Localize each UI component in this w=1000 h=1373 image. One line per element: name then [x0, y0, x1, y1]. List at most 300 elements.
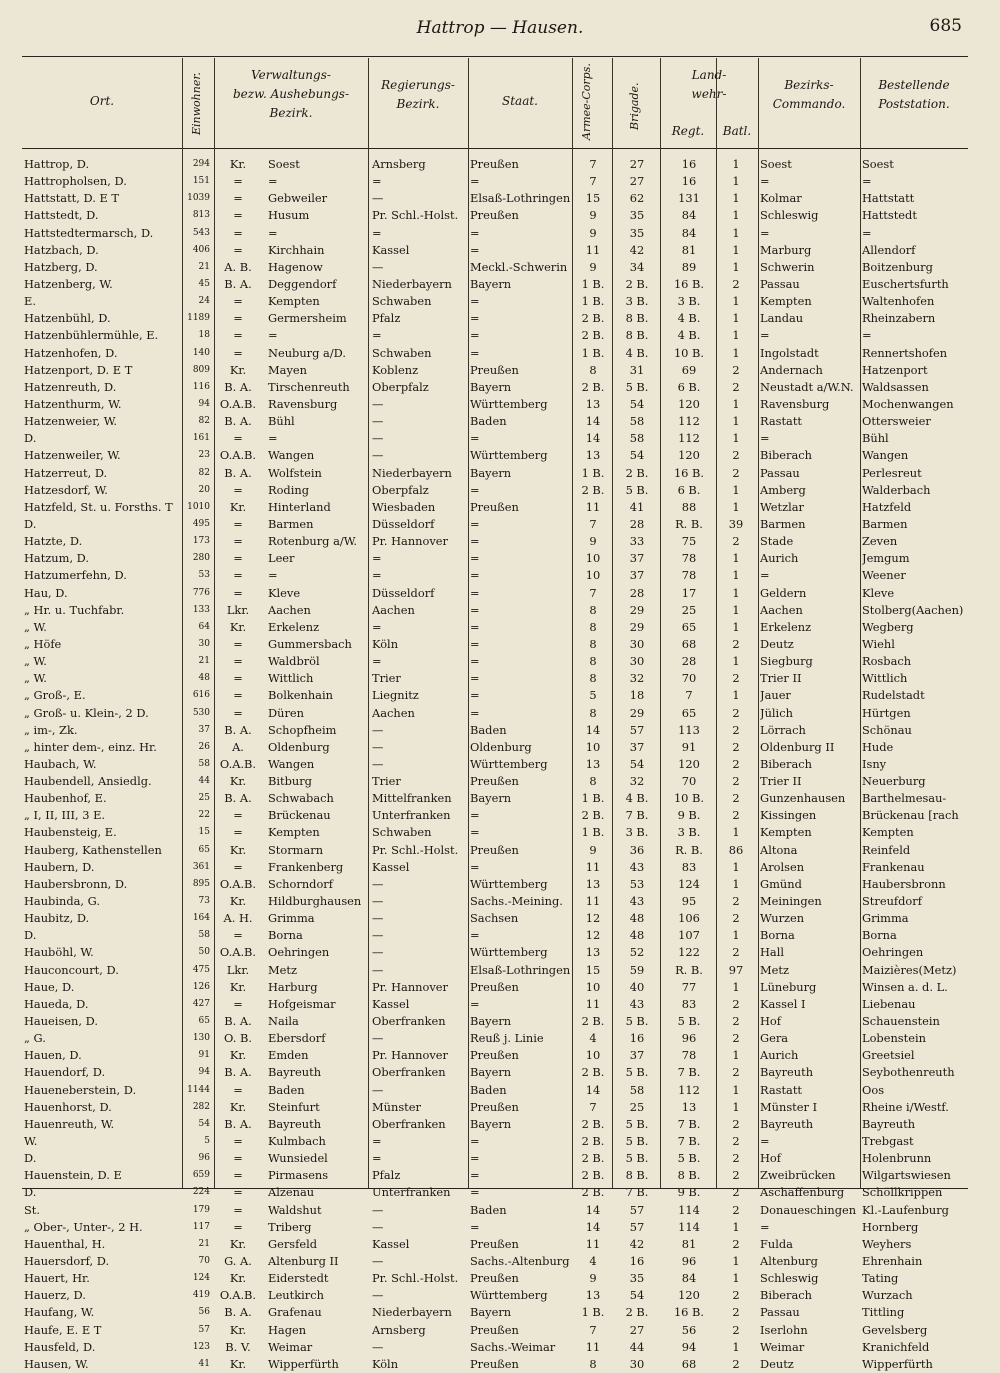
government-district: Unterfranken: [372, 808, 451, 823]
table-row: [22, 310, 968, 327]
brigade: 58: [629, 431, 645, 446]
post-station: Rheinzabern: [862, 311, 936, 326]
landwehr-battalion: 2: [732, 911, 740, 926]
landwehr-battalion: 1: [732, 208, 740, 223]
district-command: Jülich: [760, 705, 793, 720]
header-regt: Regt.: [671, 124, 705, 138]
landwehr-regiment: 91: [681, 739, 697, 754]
table-row: [22, 516, 968, 533]
district-name: =: [268, 328, 278, 343]
landwehr-regiment: 96: [681, 1254, 697, 1268]
population: 57: [198, 1324, 210, 1335]
army-corps: 2 B.: [581, 328, 605, 343]
landwehr-battalion: 1: [732, 242, 740, 257]
state: =: [470, 859, 480, 874]
army-corps: 11: [585, 1339, 601, 1354]
district-type: O.A.B.: [219, 756, 257, 771]
population: 21: [198, 261, 210, 272]
landwehr-regiment: 95: [681, 894, 697, 909]
government-district: Oberpfalz: [372, 482, 429, 497]
place-name: Haueda, D.: [24, 996, 89, 1011]
header-bezirks-commando: Bezirks- Commando.: [772, 78, 846, 111]
government-district: Pfalz: [372, 1168, 401, 1183]
district-command: Donaueschingen: [760, 1202, 857, 1217]
place-name: Haueisen, D.: [24, 1014, 98, 1029]
post-station: Trebgast: [862, 1134, 914, 1149]
government-district: Kassel: [372, 1236, 410, 1251]
state: Bayern: [470, 1065, 512, 1080]
army-corps: 2 B.: [581, 1134, 605, 1149]
population: 809: [192, 364, 210, 375]
post-station: Tittling: [862, 1305, 905, 1320]
landwehr-regiment: 78: [681, 551, 697, 566]
post-station: Hude: [862, 739, 894, 754]
table-row: [22, 756, 968, 773]
landwehr-regiment: 83: [681, 996, 697, 1011]
table-row: [22, 327, 968, 344]
table-row: [22, 276, 968, 293]
army-corps: 14: [585, 1202, 601, 1217]
post-station: Stolberg(Aachen): [862, 602, 964, 617]
army-corps: 14: [585, 414, 601, 429]
brigade: 29: [629, 705, 645, 720]
government-district: Liegnitz: [372, 688, 419, 703]
state: Bayern: [470, 791, 512, 806]
government-district: Düsseldorf: [372, 585, 435, 600]
district-type: =: [233, 1185, 243, 1200]
post-station: Rosbach: [862, 654, 912, 669]
district-type: =: [233, 516, 243, 531]
district-command: Aschaffenburg: [760, 1185, 845, 1200]
brigade: 5 B.: [625, 1134, 649, 1149]
post-station: Rennertshofen: [862, 345, 948, 360]
brigade: 54: [629, 1288, 645, 1303]
state: Preußen: [470, 157, 519, 171]
post-station: Wegberg: [862, 619, 914, 634]
header-poststation: Bestellende Poststation.: [878, 78, 950, 111]
place-name: Hatzumerfehn, D.: [24, 568, 127, 583]
district-name: Soest: [268, 157, 300, 171]
district-name: Kulmbach: [268, 1134, 326, 1149]
landwehr-regiment: 28: [681, 654, 697, 669]
place-name: Haubensteig, E.: [24, 825, 117, 840]
army-corps: 1 B.: [581, 465, 605, 480]
government-district: Düsseldorf: [372, 516, 435, 531]
state: =: [470, 225, 480, 240]
landwehr-regiment: 124: [678, 876, 700, 891]
brigade: 5 B.: [625, 1116, 649, 1131]
district-name: Gersfeld: [268, 1236, 318, 1251]
district-type: =: [233, 482, 243, 497]
district-command: Fulda: [760, 1236, 793, 1251]
table-row: [22, 550, 968, 567]
district-command: =: [760, 431, 770, 446]
district-type: B. V.: [225, 1339, 251, 1354]
district-type: =: [233, 859, 243, 874]
state: =: [470, 431, 480, 446]
population: 37: [198, 724, 210, 735]
army-corps: 9: [589, 1271, 597, 1286]
district-name: Bolkenhain: [268, 688, 333, 703]
landwehr-battalion: 1: [732, 345, 740, 360]
district-type: =: [233, 1168, 243, 1183]
place-name: E.: [24, 294, 36, 309]
header-ort: Ort.: [89, 94, 115, 108]
landwehr-regiment: 112: [678, 414, 700, 429]
population: 65: [198, 844, 210, 855]
brigade: 7 B.: [625, 1185, 649, 1200]
district-name: Brückenau: [268, 808, 331, 823]
place-name: Hatzenweiler, W.: [24, 448, 121, 463]
district-command: Borna: [760, 928, 795, 943]
population: 294: [192, 159, 210, 169]
table-row: [22, 413, 968, 430]
army-corps: 8: [589, 1356, 597, 1371]
landwehr-regiment: 78: [681, 1048, 697, 1063]
district-name: Ravensburg: [268, 396, 338, 411]
army-corps: 12: [585, 928, 601, 943]
government-district: Kassel: [372, 242, 410, 257]
district-command: Neustadt a/W.N.: [760, 379, 854, 394]
state: Elsaß-Lothringen: [470, 962, 571, 977]
table-row: [22, 1304, 968, 1321]
post-station: Euschertsfurth: [862, 276, 949, 291]
district-type: Kr.: [229, 362, 247, 377]
state: Bayern: [470, 465, 512, 480]
post-station: Barmen: [862, 516, 908, 531]
place-name: Hatzenport, D. E T: [24, 362, 133, 377]
landwehr-battalion: 1: [732, 859, 740, 874]
post-station: Mochenwangen: [862, 396, 954, 411]
district-name: Wolfstein: [268, 465, 322, 480]
place-name: Hatzberg, D.: [24, 259, 98, 274]
state: =: [470, 345, 480, 360]
government-district: Schwaben: [372, 825, 432, 840]
landwehr-regiment: 16: [681, 157, 697, 171]
place-name: „ Groß- u. Klein-, 2 D.: [24, 705, 149, 720]
landwehr-battalion: 1: [732, 1219, 740, 1234]
landwehr-regiment: 5 B.: [677, 1151, 701, 1166]
post-station: Wilgartswiesen: [862, 1168, 951, 1183]
landwehr-regiment: 7 B.: [677, 1116, 701, 1131]
place-name: Hatzum, D.: [24, 551, 90, 566]
district-name: Husum: [268, 208, 310, 223]
district-type: =: [233, 671, 243, 686]
landwehr-battalion: 2: [732, 722, 740, 737]
table-row: [22, 962, 968, 979]
landwehr-battalion: 2: [732, 636, 740, 651]
state: Bayern: [470, 379, 512, 394]
population: 22: [198, 810, 210, 821]
army-corps: 13: [585, 876, 601, 891]
army-corps: 1 B.: [581, 294, 605, 309]
government-district: —: [372, 259, 384, 274]
table-row: [22, 190, 968, 207]
landwehr-battalion: 1: [732, 174, 740, 189]
table-bottom-rule: [22, 1188, 968, 1189]
army-corps: 10: [585, 568, 601, 583]
district-name: Frankenberg: [268, 859, 344, 874]
district-command: Rastatt: [760, 414, 802, 429]
post-station: Wipperfürth: [862, 1356, 933, 1371]
table-row: [22, 1150, 968, 1167]
brigade: 16: [629, 1254, 645, 1268]
district-command: Münster I: [760, 1099, 818, 1114]
table-row: [22, 1167, 968, 1184]
landwehr-battalion: 1: [732, 619, 740, 634]
post-station: Waltenhofen: [862, 294, 935, 309]
brigade: 27: [629, 1322, 645, 1337]
landwehr-regiment: 6 B.: [677, 379, 701, 394]
population: 96: [198, 1153, 210, 1164]
state: =: [470, 1151, 480, 1166]
district-name: Pirmasens: [268, 1168, 329, 1183]
district-command: Biberach: [760, 448, 812, 463]
table-row: [22, 156, 968, 173]
brigade: 30: [629, 654, 645, 669]
government-district: Pr. Schl.-Holst.: [372, 842, 459, 857]
district-command: =: [760, 1219, 770, 1234]
brigade: 27: [629, 157, 645, 171]
army-corps: 1 B.: [581, 1305, 605, 1320]
brigade: 8 B.: [625, 328, 649, 343]
army-corps: 4: [589, 1031, 597, 1046]
population: 18: [198, 330, 210, 341]
state: =: [470, 996, 480, 1011]
brigade: 3 B.: [625, 294, 649, 309]
district-type: O. B.: [224, 1031, 252, 1046]
post-station: Neuerburg: [862, 774, 926, 789]
post-station: Reinfeld: [862, 842, 911, 857]
district-name: Triberg: [268, 1219, 312, 1234]
landwehr-battalion: 2: [732, 1168, 740, 1183]
state: Bayern: [470, 1116, 512, 1131]
district-type: O.A.B.: [219, 876, 257, 891]
landwehr-battalion: 1: [732, 294, 740, 309]
district-name: Weimar: [268, 1339, 313, 1354]
landwehr-regiment: 81: [681, 242, 697, 257]
district-type: B. A.: [224, 722, 252, 737]
table-row: [22, 1219, 968, 1236]
district-name: Baden: [268, 1082, 305, 1097]
table-row: [22, 807, 968, 824]
state: Preußen: [470, 499, 519, 514]
state: =: [470, 1134, 480, 1149]
district-name: Erkelenz: [268, 619, 320, 634]
state: =: [470, 534, 480, 549]
district-command: Gmünd: [760, 876, 802, 891]
district-name: Waldbröl: [268, 654, 320, 669]
place-name: Hatzenthurm, W.: [24, 396, 122, 411]
army-corps: 1 B.: [581, 825, 605, 840]
place-name: Hauböhl, W.: [24, 945, 94, 960]
landwehr-battalion: 2: [732, 276, 740, 291]
government-district: =: [372, 619, 382, 634]
army-corps: 14: [585, 1219, 601, 1234]
district-type: O.A.B.: [219, 448, 257, 463]
government-district: Aachen: [372, 705, 415, 720]
district-command: Geldern: [760, 585, 807, 600]
population: 419: [192, 1290, 210, 1301]
state: =: [470, 619, 480, 634]
brigade: 36: [629, 842, 645, 857]
place-table: [22, 156, 968, 1373]
landwehr-regiment: 70: [681, 774, 697, 789]
district-name: Harburg: [268, 979, 318, 994]
district-name: Mayen: [268, 362, 307, 377]
army-corps: 5: [589, 688, 597, 703]
brigade: 32: [629, 671, 645, 686]
state: Preußen: [470, 362, 519, 377]
landwehr-regiment: 84: [681, 1271, 697, 1286]
state: =: [470, 1219, 480, 1234]
army-corps: 15: [585, 962, 601, 977]
brigade: 34: [629, 259, 645, 274]
district-type: A. H.: [223, 911, 253, 926]
district-name: Waldshut: [268, 1202, 322, 1217]
district-command: Passau: [760, 1305, 800, 1320]
district-command: Trier II: [760, 774, 802, 789]
district-command: Ingolstadt: [760, 345, 819, 360]
landwehr-battalion: 2: [732, 362, 740, 377]
district-type: A.: [232, 739, 244, 754]
landwehr-regiment: 120: [678, 1288, 700, 1303]
district-name: Roding: [268, 482, 309, 497]
district-name: Rotenburg a/W.: [268, 534, 358, 549]
landwehr-battalion: 2: [732, 379, 740, 394]
government-district: —: [372, 1202, 384, 1217]
brigade: 8 B.: [625, 311, 649, 326]
army-corps: 2 B.: [581, 1168, 605, 1183]
table-row: [22, 585, 968, 602]
post-station: Jemgum: [862, 551, 910, 566]
table-row: [22, 173, 968, 190]
brigade: 58: [629, 414, 645, 429]
post-station: Kranichfeld: [862, 1339, 930, 1354]
table-row: [22, 447, 968, 464]
landwehr-regiment: 7: [685, 688, 693, 703]
district-type: B. A.: [224, 414, 252, 429]
brigade: 44: [629, 1339, 645, 1354]
population: 65: [198, 1016, 210, 1027]
post-station: Oos: [862, 1082, 885, 1097]
population: 543: [192, 227, 210, 238]
district-command: Lüneburg: [760, 979, 817, 994]
place-name: „ Ober-, Unter-, 2 H.: [24, 1219, 143, 1234]
header-staat: Staat.: [502, 94, 538, 108]
district-name: Bühl: [268, 414, 295, 429]
landwehr-regiment: 7 B.: [677, 1134, 701, 1149]
state: =: [470, 516, 480, 531]
place-name: Hatzbach, D.: [24, 242, 99, 257]
district-name: Tirschenreuth: [268, 379, 350, 394]
place-name: Haubern, D.: [24, 859, 95, 874]
district-name: Bayreuth: [268, 1116, 322, 1131]
district-command: Meiningen: [760, 894, 822, 909]
landwehr-battalion: 1: [732, 1254, 740, 1268]
district-command: Aurich: [760, 551, 799, 566]
place-name: Hatzenbühl, D.: [24, 311, 111, 326]
table-row: [22, 1116, 968, 1133]
district-command: Hall: [760, 945, 785, 960]
state: Bayern: [470, 1305, 512, 1320]
state: Preußen: [470, 1236, 519, 1251]
place-name: Hatzenweier, W.: [24, 414, 118, 429]
table-row: [22, 1099, 968, 1116]
table-row: [22, 619, 968, 636]
table-row: [22, 1202, 968, 1219]
state: Elsaß-Lothringen: [470, 191, 571, 206]
landwehr-regiment: R. B.: [675, 842, 703, 857]
district-type: =: [233, 568, 243, 583]
district-name: Oldenburg: [268, 739, 330, 754]
post-station: Weener: [862, 568, 906, 583]
government-district: Oberfranken: [372, 1065, 446, 1080]
table-row: [22, 1064, 968, 1081]
landwehr-regiment: 120: [678, 448, 700, 463]
brigade: 62: [629, 191, 645, 206]
population: 895: [192, 878, 210, 889]
post-station: Hatzenport: [862, 362, 928, 377]
population: 406: [192, 244, 210, 255]
government-district: Oberpfalz: [372, 379, 429, 394]
population: 53: [198, 570, 210, 581]
district-type: =: [233, 225, 243, 240]
government-district: —: [372, 876, 384, 891]
army-corps: 13: [585, 396, 601, 411]
population: 151: [192, 176, 210, 187]
post-station: Bayreuth: [862, 1116, 916, 1131]
state: =: [470, 808, 480, 823]
post-station: Lobenstein: [862, 1031, 926, 1046]
district-type: Kr.: [229, 157, 247, 171]
government-district: —: [372, 1254, 384, 1268]
post-station: Perlesreut: [862, 465, 922, 480]
government-district: —: [372, 1219, 384, 1234]
government-district: =: [372, 1151, 382, 1166]
landwehr-regiment: 94: [681, 1339, 697, 1354]
state: Baden: [470, 1082, 507, 1097]
district-command: Altona: [760, 842, 798, 857]
district-command: Stade: [760, 534, 794, 549]
district-type: Kr.: [229, 1236, 247, 1251]
post-station: Schauenstein: [862, 1014, 940, 1029]
district-type: =: [233, 996, 243, 1011]
population: 280: [192, 553, 210, 564]
place-name: Haue, D.: [24, 979, 75, 994]
district-type: B. A.: [224, 1305, 252, 1320]
brigade: 42: [629, 1236, 645, 1251]
district-command: Landau: [760, 311, 804, 326]
table-row: [22, 979, 968, 996]
post-station: Brückenau [rach: [862, 808, 959, 823]
army-corps: 7: [589, 174, 597, 189]
government-district: Wiesbaden: [372, 499, 436, 514]
post-station: Tating: [862, 1271, 899, 1286]
government-district: =: [372, 568, 382, 583]
district-type: Kr.: [229, 774, 247, 789]
post-station: Borna: [862, 928, 897, 943]
landwehr-battalion: 1: [732, 654, 740, 669]
place-name: Hauenthal, H.: [24, 1236, 106, 1251]
brigade: 29: [629, 602, 645, 617]
brigade: 28: [629, 516, 645, 531]
place-name: „ G.: [24, 1031, 46, 1046]
landwehr-battalion: 1: [732, 1339, 740, 1354]
post-station: Wangen: [862, 448, 909, 463]
brigade: 5 B.: [625, 482, 649, 497]
army-corps: 13: [585, 756, 601, 771]
